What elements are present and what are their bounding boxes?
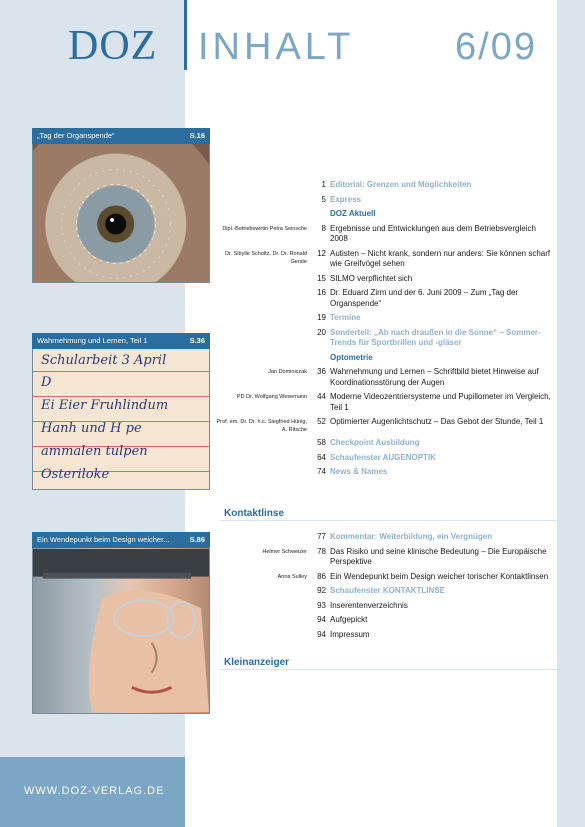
toc-author (215, 467, 307, 468)
toc-entry[interactable] (215, 453, 555, 464)
logo-divider (184, 0, 187, 70)
toc-entry[interactable] (215, 367, 555, 388)
toc-author: Helmer Schweizer (262, 548, 307, 555)
toc-title: Ergebnisse und Entwicklungen aus dem Betriebsvergleich 2008 (330, 223, 536, 243)
toc-entry[interactable] (215, 392, 555, 413)
toc-page-number: 93 (317, 600, 326, 610)
toc-title: Impressum (330, 629, 370, 639)
toc-title: Inserentenverzeichnis (330, 600, 408, 610)
toc-author: Anna Sulley (277, 573, 307, 580)
toc-page-number: 78 (317, 546, 326, 556)
thumb-caption-bar (32, 532, 210, 548)
toc-kontaktlinse (215, 532, 555, 644)
toc-entry[interactable] (215, 180, 555, 191)
website-url[interactable]: WWW.DOZ-VERLAG.DE (24, 785, 165, 797)
eye-image (32, 144, 210, 283)
toc-page-number: 19 (317, 313, 326, 322)
toc-author: Jan Dominiczak (268, 369, 307, 375)
toc-title: Checkpoint Ausbildung (330, 438, 420, 447)
toc-author (215, 209, 307, 210)
toc-entry[interactable] (215, 288, 555, 309)
toc-title: News & Names (330, 467, 388, 476)
face-image (32, 548, 210, 714)
page-footer (0, 757, 185, 827)
thumb-page: S.86 (189, 535, 205, 544)
toc-page-number: 52 (317, 417, 326, 426)
toc-entry[interactable] (215, 224, 555, 245)
handwriting-line: D (41, 375, 52, 390)
toc-page-number: 16 (317, 288, 326, 297)
handwriting-line: ammalen tulpen (41, 444, 148, 459)
toc-title: Wahrnehmung und Lernen – Schriftbild bietet Hinweise auf Koordinationsstörung der Augen (330, 367, 539, 387)
toc-title: Termine (330, 313, 361, 322)
toc-author (215, 288, 307, 289)
toc-title: Schaufenster KONTAKTLINSE (330, 586, 445, 595)
handwriting-line: Osteriloke (41, 467, 110, 482)
toc-page-number: 86 (317, 571, 326, 581)
toc-author (215, 353, 307, 354)
toc-title: Editorial: Grenzen und Möglichkeiten (330, 180, 472, 189)
thumb-caption: Wahrnehmung und Lernen, Teil 1 (37, 336, 148, 345)
toc-page-number: 20 (317, 327, 326, 337)
handwriting-line: Hanh und H pe (41, 421, 142, 436)
toc-page-number: 1 (321, 180, 326, 189)
toc-entry[interactable] (215, 438, 555, 449)
right-strip (557, 0, 585, 827)
section-heading-kontaktlinse: Kontaktlinse (220, 506, 557, 521)
toc-page-number: 94 (317, 629, 326, 639)
toc-main (215, 180, 555, 482)
toc-title: Aufgepickt (330, 615, 368, 624)
toc-entry[interactable] (215, 313, 555, 324)
thumb-caption-bar (32, 333, 210, 349)
toc-title: Moderne Videozentriersysteme und Pupillometer im Vergleich, Teil 1 (330, 392, 551, 412)
toc-entry[interactable] (215, 195, 555, 206)
toc-author (215, 630, 307, 631)
toc-title: DOZ Aktuell (330, 209, 376, 218)
toc-entry[interactable] (215, 572, 555, 583)
toc-page-number: 64 (317, 452, 326, 462)
toc-entry[interactable] (215, 467, 555, 478)
toc-author (215, 453, 307, 454)
handwriting-image (32, 349, 210, 490)
toc-entry[interactable] (215, 209, 555, 220)
toc-author: PD Dr. Wolfgang Wesemann (236, 394, 307, 400)
toc-entry[interactable] (215, 532, 555, 543)
toc-title: Express (330, 194, 362, 204)
toc-title: Sonderteil: „Ab nach draußen in die Sonne“ – Sommer-Trends für Sportbrillen und -gläser (330, 327, 541, 347)
thumb-caption-bar (32, 128, 210, 144)
face-image-graphic (33, 548, 209, 713)
toc-author (215, 438, 307, 439)
toc-page-number: 74 (317, 467, 326, 476)
toc-author: Dr. Sibylle Scholtz, Dr. Dr. Ronald Gerste (225, 250, 307, 265)
handwriting-line: Schularbeit 3 April (41, 353, 167, 368)
toc-page-number: 5 (321, 194, 326, 204)
toc-page-number: 15 (317, 273, 326, 283)
thumb-page: S.36 (189, 336, 205, 345)
toc-author (215, 601, 307, 602)
thumb-caption: „Tag der Organspende“ (37, 131, 115, 140)
toc-author (215, 274, 307, 275)
toc-title: Optometrie (330, 352, 373, 362)
toc-entry[interactable] (215, 274, 555, 285)
toc-page-number: 94 (317, 615, 326, 624)
toc-author (215, 586, 307, 587)
toc-author (215, 195, 307, 196)
section-heading-kleinanzeiger: Kleinanzeiger (220, 655, 557, 670)
toc-title: SILMO verpflichtet sich (330, 273, 413, 283)
toc-page-number: 36 (317, 367, 326, 376)
thumb-kontaktlinse[interactable] (32, 532, 210, 714)
toc-entry[interactable] (215, 630, 555, 641)
toc-title: Kommentar: Weiterbildung, ein Vergnügen (330, 532, 493, 541)
issue-number: 6/09 (455, 26, 537, 68)
toc-page-number: 58 (317, 438, 326, 447)
toc-author: Prof. em. Dr. Dr. h.c. Siegfried Hünig, A. Ritsche (216, 419, 307, 433)
page-title: INHALT (198, 26, 355, 68)
toc-entry[interactable] (215, 328, 555, 349)
thumb-organspende[interactable] (32, 128, 210, 283)
toc-entry[interactable] (215, 586, 555, 597)
toc-title: Schaufenster AUGENOPTIK (330, 452, 436, 462)
toc-entry[interactable] (215, 353, 555, 364)
toc-title: Ein Wendepunkt beim Design weicher torischer Kontaktlinsen (330, 571, 549, 581)
thumb-wahrnehmung[interactable] (32, 333, 210, 490)
toc-author (215, 180, 307, 181)
toc-page-number: 77 (317, 532, 326, 541)
eye-image-graphic (33, 144, 209, 282)
toc-author (215, 532, 307, 533)
toc-entry[interactable] (215, 615, 555, 626)
toc-entry[interactable] (215, 417, 555, 434)
toc-author (215, 328, 307, 329)
toc-title: Autisten – Nicht krank, sondern nur anders: Sie können scharf wie Greifvögel sehen (330, 248, 551, 268)
toc-author (215, 615, 307, 616)
thumb-caption: Ein Wendepunkt beim Design weicher... (37, 535, 170, 544)
magazine-logo: DOZ (68, 23, 158, 69)
toc-title: Optimierter Augenlichtschutz – Das Gebot der Stunde, Teil 1 (330, 417, 544, 426)
toc-page-number: 44 (317, 392, 326, 401)
toc-author: Dipl.-Betriebswirtin Petra Seinsche (222, 225, 307, 232)
thumb-page: S.16 (189, 131, 205, 140)
toc-entry[interactable] (215, 601, 555, 612)
toc-page-number: 8 (321, 223, 326, 233)
toc-entry[interactable] (215, 547, 555, 568)
toc-title: Das Risiko und seine klinische Bedeutung – Die Europäische Perspektive (330, 546, 547, 566)
toc-page-number: 92 (317, 586, 326, 595)
handwriting-line: Ei Eier Fruhlindum (41, 398, 169, 413)
toc-entry[interactable] (215, 249, 555, 270)
toc-author (215, 313, 307, 314)
toc-title: Dr. Eduard Zirm und der 6. Juni 2009 – Zum „Tag der Organspende“ (330, 288, 519, 308)
page-header (0, 0, 557, 100)
toc-page-number: 12 (317, 248, 326, 258)
